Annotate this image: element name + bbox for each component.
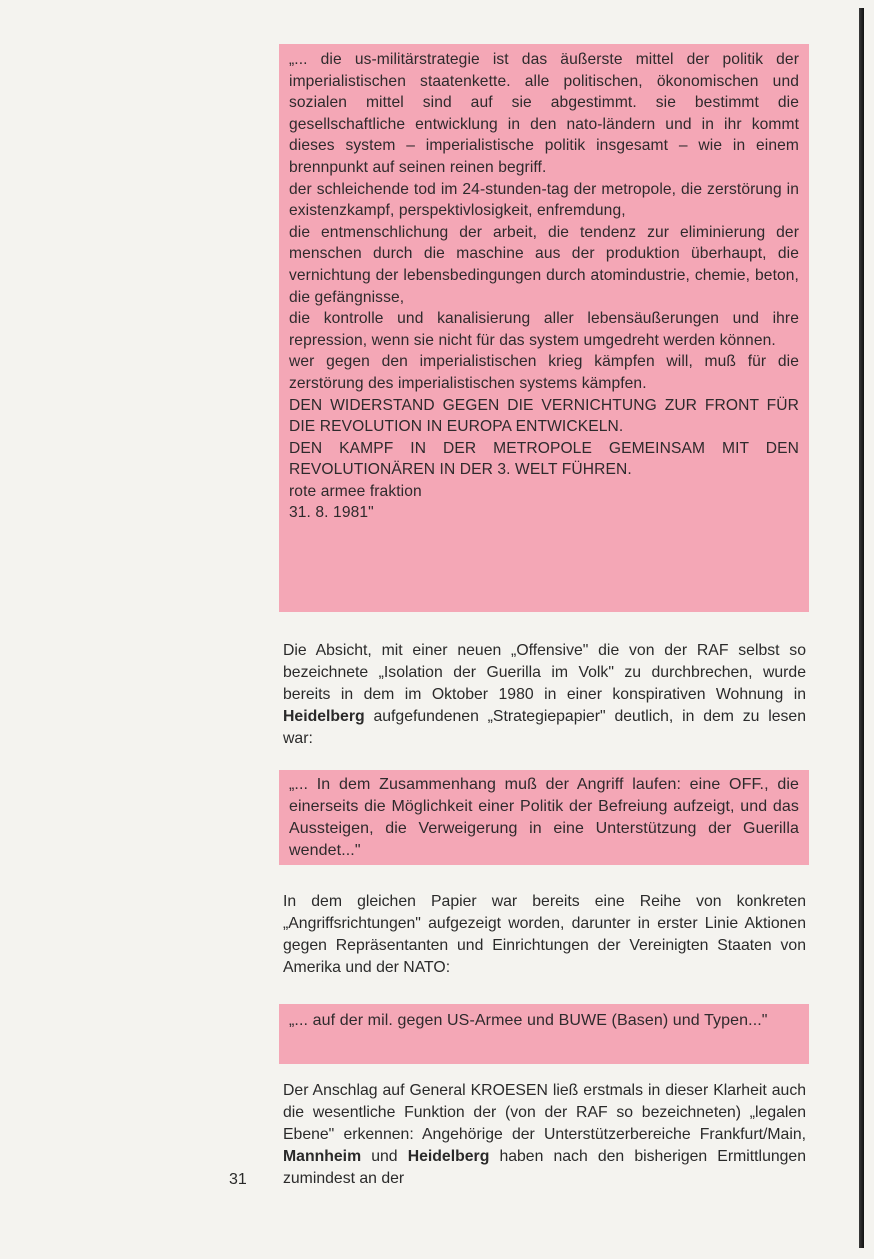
- book-spine-edge: [859, 8, 864, 1248]
- quote-text: „... In dem Zusammenhang muß der Angriff laufen: eine OFF., die einerseits die Möglichkeit einer Politik der Befreiung aufzeigt, und das Aussteigen, die Verweigerung in eine Unterstützung der Guerilla wendet...": [289, 776, 799, 859]
- emphasis-city: Mannheim: [283, 1148, 362, 1165]
- text-run: Die Absicht, mit einer neuen „Offensive" die von der RAF selbst so bezeichnete „Isolation der Guerilla im Volk" zu durchbrechen, wurde bereits in dem im Oktober 1980 in einer konspirativen Wohnung in: [283, 642, 806, 703]
- quote-paragraph: „... die us-militärstrategie ist das äußerste mittel der politik der imperialistischen staatenkette. alle politischen, ökonomischen und sozialen mittel sind auf sie abgestimmt. sie bestimmt die gesellschaftliche entwicklung in den nato-ländern und in ihr kommt dieses system – imperialistische politik insgesamt – wie in einem brennpunkt auf seinen reinen begriff.: [289, 51, 799, 176]
- text-run: aufgefundenen „Strategiepapier" deutlich, in dem zu lesen war:: [283, 708, 806, 747]
- page-number: 31: [229, 1171, 247, 1188]
- quote-paragraph: die entmenschlichung der arbeit, die tendenz zur eliminierung der menschen durch die maschine aus der produktion überhaupt, die vernichtung der lebensbedingungen durch atomindustrie, chemie, beton, die gefängnisse,: [289, 223, 799, 306]
- text-run: haben nach den bisherigen Ermittlungen zumindest an der: [283, 1148, 806, 1187]
- quote-text: „... auf der mil. gegen US-Armee und BUWE (Basen) und Typen...": [289, 1012, 768, 1029]
- quote-signature: rote armee fraktion: [289, 482, 422, 500]
- raf-quote-block: [279, 44, 809, 612]
- quote-paragraph: die kontrolle und kanalisierung aller lebensäußerungen und ihre repression, wenn sie nicht für das system umgedreht werden können.: [289, 310, 799, 349]
- quote-paragraph-caps: DEN WIDERSTAND GEGEN DIE VERNICHTUNG ZUR FRONT FÜR DIE REVOLUTION IN EUROPA ENTWICKELN.: [289, 396, 799, 436]
- quote-date: 31. 8. 1981": [289, 504, 374, 522]
- attack-quote-block: [279, 1004, 809, 1064]
- emphasis-city: Heidelberg: [283, 708, 365, 725]
- emphasis-city: Heidelberg: [407, 1148, 490, 1165]
- quote-paragraph: wer gegen den imperialistischen krieg kämpfen will, muß für die zerstörung des imperialistischen systems kämpfen.: [289, 353, 799, 392]
- strategy-quote-block: [279, 770, 809, 865]
- body-paragraph-attack-directions: In dem gleichen Papier war bereits eine Reihe von konkreten „Angriffsrichtungen" aufgezeigt worden, darunter in erster Linie Aktionen gegen Repräsentanten und Einrichtungen der Vereinigten Staaten von Amerika und der NATO:: [283, 893, 806, 976]
- text-run: Der Anschlag auf General KROESEN ließ erstmals in dieser Klarheit auch die wesentliche Funktion der (von der RAF so bezeichneten) „legalen Ebene" erkennen: Angehörige der Unterstützerbereiche Frankfurt/Main,: [283, 1082, 806, 1143]
- quote-paragraph: der schleichende tod im 24-stunden-tag der metropole, die zerstörung in existenzkampf, perspektivlosigkeit, enfremdung,: [289, 180, 799, 220]
- body-paragraph-kroesen: [283, 1080, 806, 1190]
- text-run: und: [361, 1148, 408, 1165]
- body-paragraph-strategy-paper: [283, 640, 806, 750]
- quote-paragraph-caps: DEN KAMPF IN DER METROPOLE GEMEINSAM MIT DEN REVOLUTIONÄREN IN DER 3. WELT FÜHREN.: [289, 439, 799, 479]
